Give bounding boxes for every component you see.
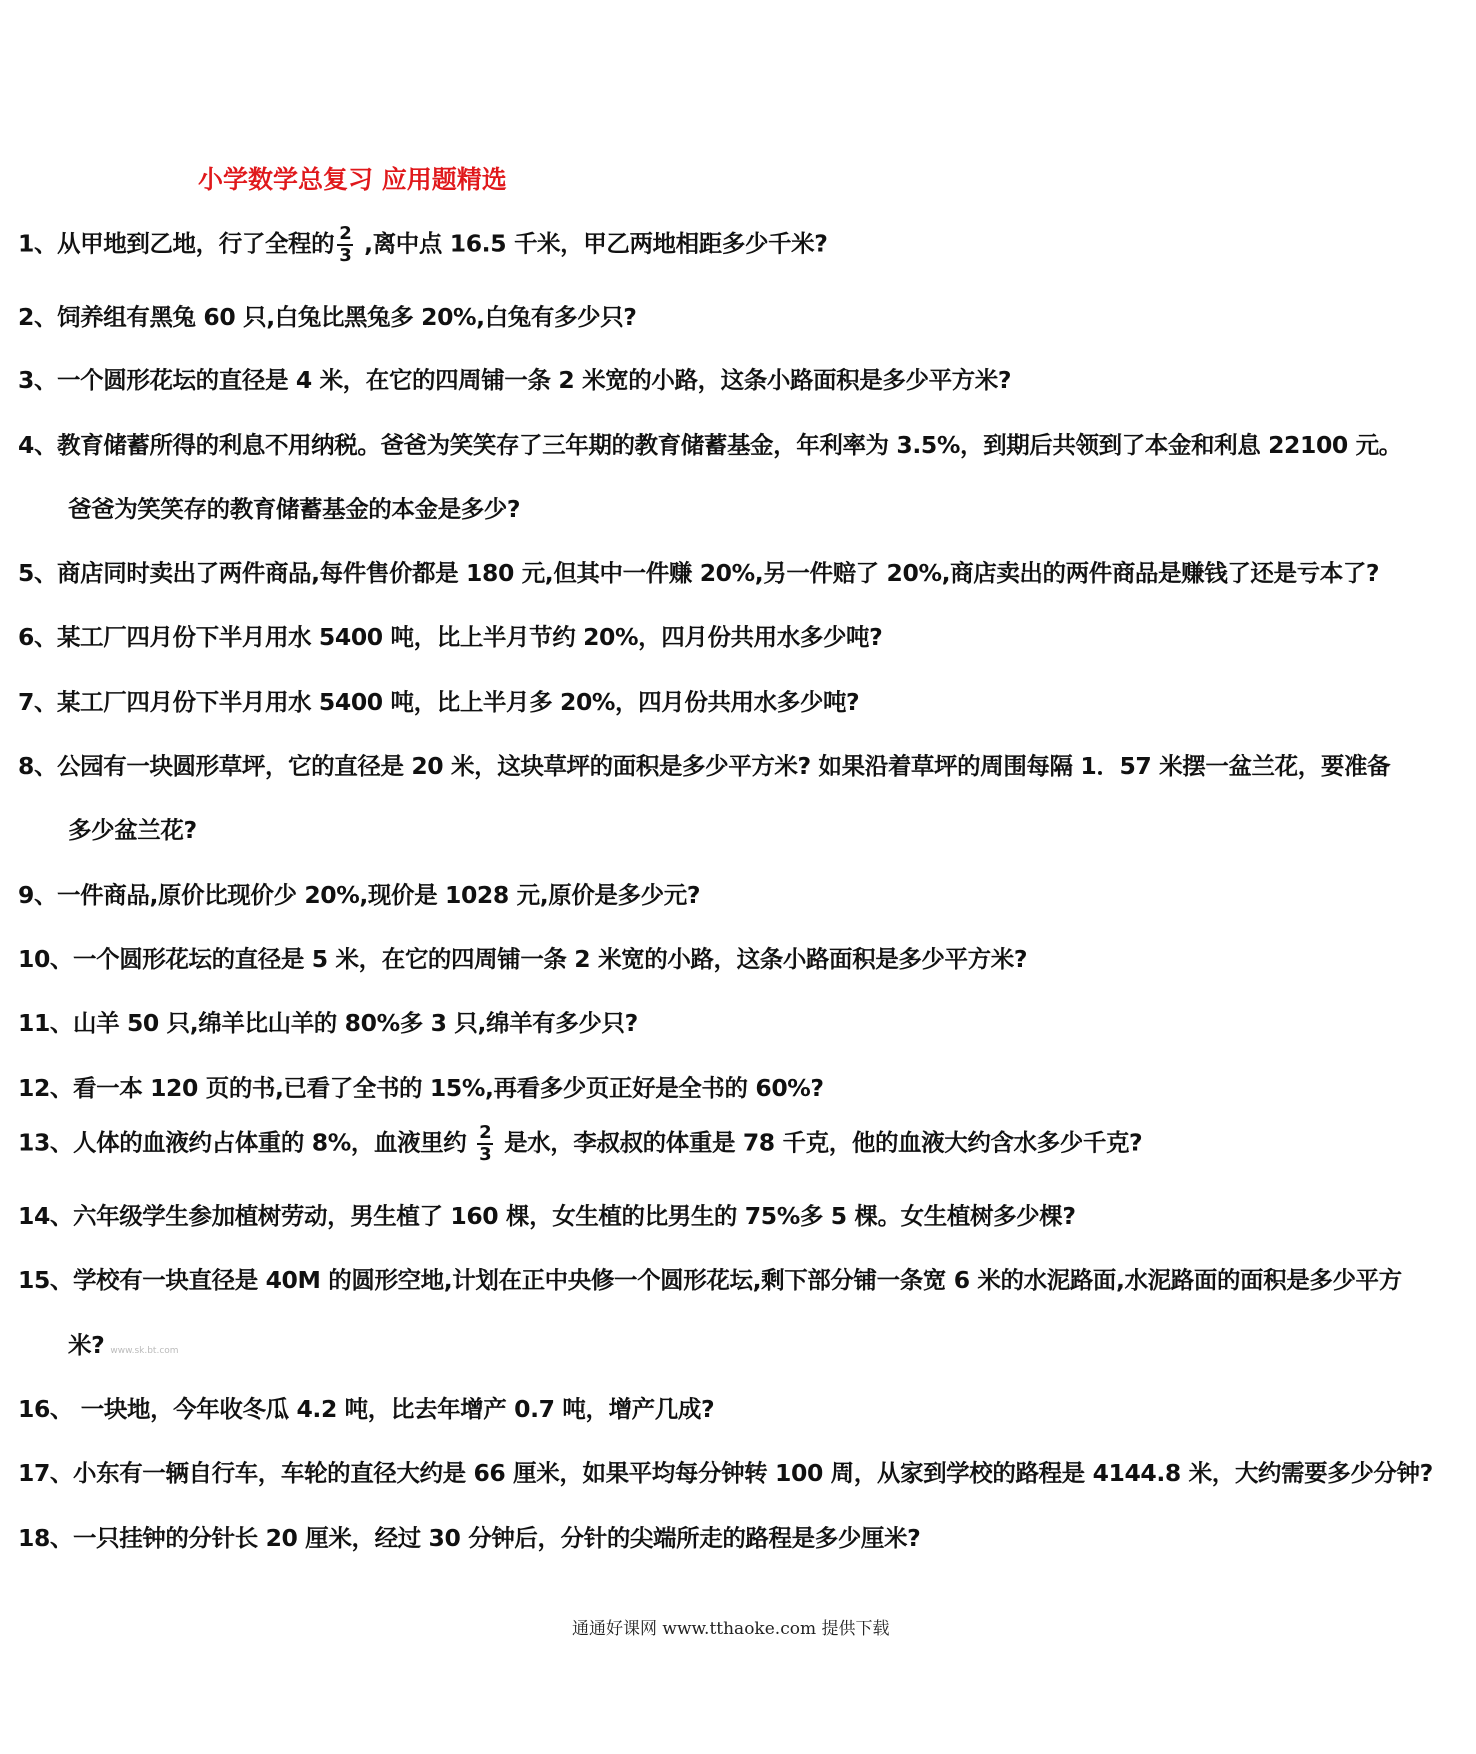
fraction-numerator: 2 bbox=[339, 223, 352, 244]
question-13-text-before: 13、人体的血液约占体重的 8%，血液里约 bbox=[18, 1128, 475, 1157]
question-8: 8、公园有一块圆形草坪，它的直径是 20 米，这块草坪的面积是多少平方米? 如果沿着草坪的周围每隔 1．57 米摆一盆兰花，要准备 bbox=[18, 752, 1391, 780]
question-4-continued: 爸爸为笑笑存的教育储蓄基金的本金是多少? bbox=[68, 495, 521, 523]
question-1 bbox=[18, 224, 827, 266]
fraction-two-thirds bbox=[337, 224, 353, 266]
question-2: 2、饲养组有黑兔 60 只,白兔比黑兔多 20%,白兔有多少只? bbox=[18, 303, 637, 331]
question-7: 7、某工厂四月份下半月用水 5400 吨，比上半月多 20%，四月份共用水多少吨? bbox=[18, 688, 860, 716]
question-18: 18、一只挂钟的分针长 20 厘米，经过 30 分钟后，分针的尖端所走的路程是多少厘米? bbox=[18, 1524, 921, 1552]
question-8-continued: 多少盆兰花? bbox=[68, 816, 197, 844]
question-11: 11、山羊 50 只,绵羊比山羊的 80%多 3 只,绵羊有多少只? bbox=[18, 1009, 638, 1037]
question-16: 16、 一块地，今年收冬瓜 4.2 吨，比去年增产 0.7 吨，增产几成? bbox=[18, 1395, 715, 1423]
page-title: 小学数学总复习 应用题精选 bbox=[198, 165, 507, 194]
footer-credit: 通通好课网 www.tthaoke.com 提供下载 bbox=[572, 1619, 890, 1639]
question-4: 4、教育储蓄所得的利息不用纳税。爸爸为笑笑存了三年期的教育储蓄基金，年利率为 3.5%，到期后共领到了本金和利息 22100 元。 bbox=[18, 431, 1402, 459]
question-13-text-after: 是水，李叔叔的体重是 78 千克，他的血液大约含水多少千克? bbox=[496, 1128, 1143, 1157]
question-15-continued-text: 米? bbox=[68, 1331, 105, 1359]
question-1-text-before: 1、从甲地到乙地，行了全程的 bbox=[18, 229, 335, 258]
fraction-two-thirds bbox=[477, 1123, 493, 1165]
watermark-text: www.sk.bt.com bbox=[110, 1346, 179, 1356]
question-13 bbox=[18, 1123, 1142, 1165]
fraction-numerator: 2 bbox=[479, 1122, 492, 1143]
question-9: 9、一件商品,原价比现价少 20%,现价是 1028 元,原价是多少元? bbox=[18, 881, 701, 909]
question-5: 5、商店同时卖出了两件商品,每件售价都是 180 元,但其中一件赚 20%,另一件赔了 20%,商店卖出的两件商品是赚钱了还是亏本了? bbox=[18, 559, 1380, 587]
question-12: 12、看一本 120 页的书,已看了全书的 15%,再看多少页正好是全书的 60%? bbox=[18, 1074, 824, 1102]
question-6: 6、某工厂四月份下半月用水 5400 吨，比上半月节约 20%，四月份共用水多少吨? bbox=[18, 623, 883, 651]
question-3: 3、一个圆形花坛的直径是 4 米，在它的四周铺一条 2 米宽的小路，这条小路面积是多少平方米? bbox=[18, 366, 1012, 394]
question-15: 15、学校有一块直径是 40M 的圆形空地,计划在正中央修一个圆形花坛,剩下部分铺一条宽 6 米的水泥路面,水泥路面的面积是多少平方 bbox=[18, 1266, 1402, 1294]
question-14: 14、六年级学生参加植树劳动，男生植了 160 棵，女生植的比男生的 75%多 5 棵。女生植树多少棵? bbox=[18, 1202, 1076, 1230]
fraction-denominator: 3 bbox=[479, 1144, 492, 1165]
question-15-continued bbox=[68, 1326, 179, 1360]
question-17: 17、小东有一辆自行车，车轮的直径大约是 66 厘米，如果平均每分钟转 100 周，从家到学校的路程是 4144.8 米，大约需要多少分钟? bbox=[18, 1459, 1433, 1487]
question-1-text-after: ,离中点 16.5 千米，甲乙两地相距多少千米? bbox=[356, 229, 828, 258]
fraction-denominator: 3 bbox=[339, 245, 352, 266]
question-10: 10、一个圆形花坛的直径是 5 米，在它的四周铺一条 2 米宽的小路，这条小路面积是多少平方米? bbox=[18, 945, 1028, 973]
